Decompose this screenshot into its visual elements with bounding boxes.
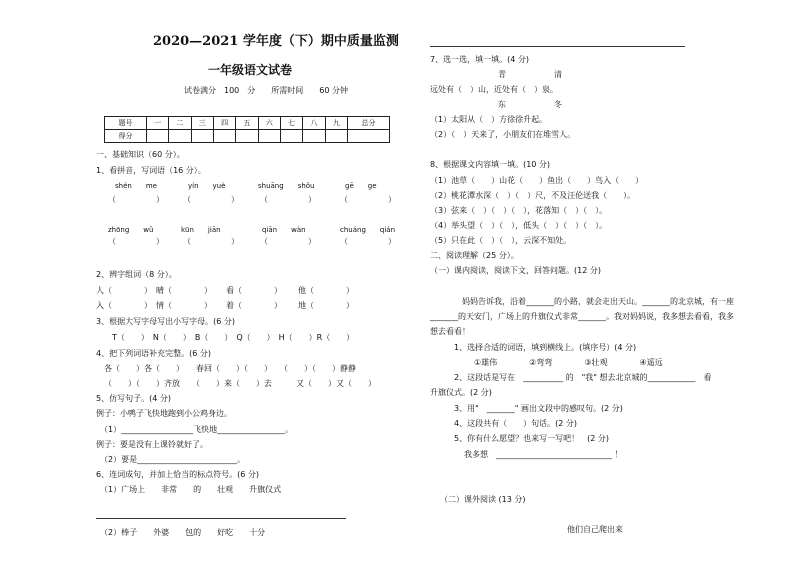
pinyin-6: kūn jiān (181, 226, 221, 234)
reading-1-para-1: 妈妈告诉我，沿着_______的小路，就会走出天山。_______的北京城，有一座 (462, 297, 734, 306)
q8-line-4[interactable]: （4）举头望（ ）（ ），低头（ ）（ ）（ ）。 (430, 221, 608, 230)
q4-prompt: 4、把下列词语补充完整。(6 分) (96, 349, 211, 358)
q2-item[interactable]: 他（ ） (298, 286, 354, 295)
score-row-label: 得分 (105, 130, 147, 143)
score-input-cell[interactable] (169, 130, 191, 143)
exam-title: 2020—2021 学年度（下）期中质量监测 (153, 34, 399, 49)
q7-prompt: 7、选一选，填一填。(4 分) (430, 55, 529, 64)
score-cell: 一 (146, 117, 168, 130)
answer-parens[interactable]: （ ） (340, 195, 396, 204)
q7-options-1: 青 清 (498, 70, 562, 79)
section-1-heading: 一、基础知识（60 分）。 (96, 150, 185, 159)
q5-example-1: 例子：小鸭子飞快地跑到小公鸡身边。 (96, 409, 232, 418)
q2-item[interactable]: 地（ ） (298, 301, 354, 310)
score-table (104, 116, 390, 143)
q8-line-3[interactable]: （3）弦来（ ）（ ）（ ），花落知（ ）（ ）。 (430, 206, 608, 215)
q2-item[interactable]: 看（ ） (226, 286, 282, 295)
q2-prompt: 2、辨字组词（8 分）。 (96, 270, 177, 279)
q6-answer-line-1[interactable] (96, 518, 346, 519)
score-input-cell[interactable] (213, 130, 235, 143)
r1-q3: 3、用" _______" 画出文段中的感叹句。(2 分) (454, 404, 623, 413)
reading-1-heading: （一）课内阅读，阅读下文，回答问题。(12 分) (430, 266, 601, 275)
pinyin-3: shuāng shǒu (258, 182, 315, 190)
score-cell: 九 (325, 117, 347, 130)
r1-q1: 1、选择合适的词语，填到横线上。(填序号）(4 分) (454, 343, 637, 352)
score-cell: 题号 (105, 117, 147, 130)
reading-1-para-2: _______的天安门，广场上的升旗仪式非常_______。我对妈妈说，我多想去看看，我多 (430, 312, 734, 321)
exam-subtitle: 一年级语文试卷 (208, 63, 293, 77)
score-cell: 七 (280, 117, 302, 130)
q8-prompt: 8、根据课文内容填一填。(10 分) (430, 160, 551, 169)
pinyin-7: qiān wàn (262, 226, 306, 234)
q4-line-1[interactable]: 各（ ）各（ ） 春回（ ）（ ） （ ）（ ）静静 (104, 364, 356, 373)
q6-prompt: 6、连词成句，并加上恰当的标点符号。(6 分) (96, 470, 259, 479)
r1-q2[interactable]: 2、这段话是写在 __________ 的 "我" 想去北京城的____________ 看 (454, 373, 712, 382)
score-cell: 总分 (348, 117, 390, 130)
q8-line-1[interactable]: （1）池草（ ）山花（ ）鱼出（ ）鸟入（ ） (430, 176, 644, 185)
q6-item-2: （2）棒子 外婆 包的 好吃 十分 (100, 528, 266, 537)
q4-line-2[interactable]: （ ）（ ）齐放 （ ）来（ ）去 又（ ）又（ ） (104, 379, 376, 388)
q3-prompt: 3、根据大写字母写出小写字母。(6 分) (96, 317, 235, 326)
score-cell: 四 (213, 117, 235, 130)
q5-prompt: 5、仿写句子。(4 分) (96, 394, 171, 403)
q2-item[interactable]: 人（ ） (96, 286, 152, 295)
q8-line-5[interactable]: （5）只在此（ ）（ ），云深不知处。 (430, 236, 572, 245)
q1-prompt: 1、看拼音，写词语（16 分）。 (96, 166, 206, 175)
score-cell: 二 (169, 117, 191, 130)
r1-q5-fill[interactable]: 我多想 _____________________________ ！ (464, 450, 623, 459)
q8-line-2[interactable]: （2）桃花潭水深（ ）（ ）尺，不及汪伦送我（ ）。 (430, 191, 636, 200)
section-2-heading: 二、阅读理解（25 分）。 (430, 251, 519, 260)
score-input-cell[interactable] (146, 130, 168, 143)
reading-2-title: 他们自己爬出来 (567, 525, 623, 534)
q5-fill-1[interactable]: （1）__________________飞快地_________________。 (100, 425, 294, 434)
answer-parens[interactable]: （ ） (340, 237, 396, 246)
reading-1-para-3: 想去看看！ (430, 327, 470, 336)
score-cell: 五 (236, 117, 258, 130)
q2-item[interactable]: 入（ ） (96, 301, 152, 310)
answer-parens[interactable]: （ ） (183, 237, 239, 246)
q5-fill-2[interactable]: （2）要是_________________________。 (100, 455, 246, 464)
r1-q4[interactable]: 4、这段共有（ ）句话。(2 分) (454, 419, 577, 428)
answer-parens[interactable]: （ ） (260, 195, 316, 204)
q2-item[interactable]: 晴（ ） (156, 286, 212, 295)
pinyin-4: gē ge (345, 182, 377, 190)
r1-q2-cont: 升旗仪式。(2 分) (430, 388, 492, 397)
r1-q1-options: ①雄伟 ②弯弯 ③壮观 ④遥远 (474, 358, 663, 367)
q5-example-2: 例子：要是没有上课铃就好了。 (96, 440, 208, 449)
score-input-cell[interactable] (280, 130, 302, 143)
pinyin-1: shén me (115, 182, 157, 190)
reading-2-heading: （二）课外阅读 (13 分) (440, 495, 526, 504)
score-input-cell[interactable] (303, 130, 325, 143)
answer-parens[interactable]: （ ） (260, 237, 316, 246)
pinyin-8: chuáng qián (340, 226, 396, 234)
score-input-cell[interactable] (348, 130, 390, 143)
score-input-cell[interactable] (258, 130, 280, 143)
exam-meta: 试卷满分 100 分 所需时间 60 分钟 (184, 86, 348, 95)
pinyin-5: zhōng wǔ (108, 226, 154, 234)
score-value-row (105, 130, 390, 143)
q7-sentence-2[interactable]: （2）（ ）天来了，小朋友们在堆雪人。 (430, 130, 576, 139)
answer-parens[interactable]: （ ） (108, 195, 164, 204)
score-cell: 六 (258, 117, 280, 130)
top-rule (430, 46, 685, 47)
score-input-cell[interactable] (191, 130, 213, 143)
score-input-cell[interactable] (236, 130, 258, 143)
q7-sentence-1[interactable]: （1）太阳从（ ）方徐徐升起。 (430, 115, 548, 124)
score-cell: 八 (303, 117, 325, 130)
q6-item-1: （1）广场上 非常 的 壮观 升旗仪式 (100, 485, 282, 494)
score-cell: 三 (191, 117, 213, 130)
r1-q5: 5、你有什么愿望？也来写一写吧！ (2 分) (454, 434, 609, 443)
answer-parens[interactable]: （ ） (108, 237, 164, 246)
q3-answers[interactable]: T（ ） N（ ） B（ ） Q（ ） H（ ）R（ ） (112, 333, 355, 342)
answer-parens[interactable]: （ ） (183, 195, 239, 204)
score-header-row (105, 117, 390, 130)
score-input-cell[interactable] (325, 130, 347, 143)
q2-item[interactable]: 着（ ） (226, 301, 282, 310)
q7-options-2: 东 冬 (498, 100, 562, 109)
q2-item[interactable]: 情（ ） (156, 301, 212, 310)
pinyin-2: yín yuè (188, 182, 226, 190)
q7-line-1[interactable]: 远处有（ ）山，近处有（ ）泉。 (430, 85, 558, 94)
